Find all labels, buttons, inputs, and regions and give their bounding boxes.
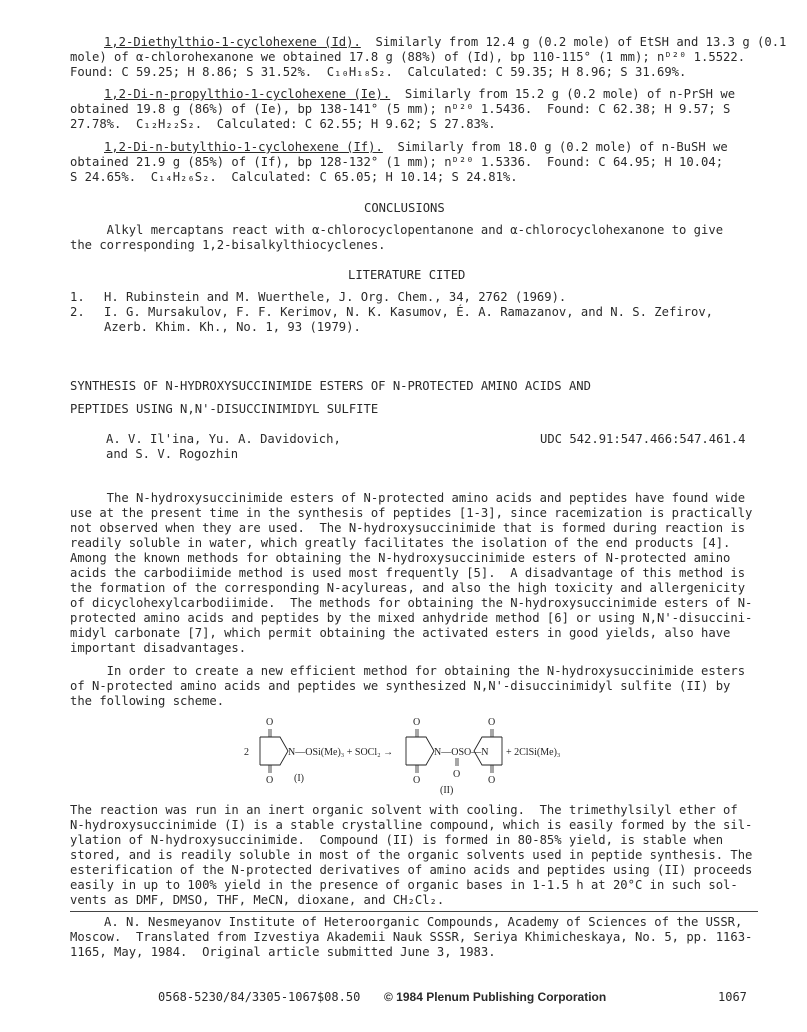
footer-code: 0568-5230/84/3305-1067$08.50 [158,990,361,1004]
p3-line: ylation of N-hydroxysuccinimide. Compound (II) is formed in 80-85% yield, is stable when [70,833,724,847]
scheme-o-top-2: O [413,717,421,728]
scheme-reagent: N—OSi(Me)₃ + SOCl₂ → [288,747,394,758]
succinimide-ring-1 [260,737,288,765]
p1-line: not observed when they are used. The N-hydroxysuccinimide that is formed during reaction is [70,521,746,535]
literature-heading: LITERATURE CITED [348,268,466,282]
footer-copyright: © 1984 Plenum Publishing Corporation [384,990,607,1004]
article-title-line2: PEPTIDES USING N,N'-DISUCCINIMIDYL SULFITE [70,402,379,416]
authors-line2: and S. V. Rogozhin [106,447,239,461]
page-number: 1067 [718,990,747,1004]
compound-f-text: Similarly from 18.0 g (0.2 mole) of n-BuSH we [382,140,728,154]
conclusions-line2: the corresponding 1,2-bisalkylthiocyclenes. [70,238,386,252]
compound-f-name: 1,2-Di-n-butylthio-1-cyclohexene (If). [104,140,383,154]
p1-line: The N-hydroxysuccinimide esters of N-protected amino acids and peptides have found wide [70,491,746,505]
p1-line: use at the present time in the synthesis of peptides [1-3], since racemization is practically [70,506,753,520]
compound-d-line2: mole) of α-chlorohexanone we obtained 17.8 g (88%) of (Id), bp 110-115° (1 mm); nᴰ²⁰ 1.5522. [70,50,746,64]
p1-line: of dicyclohexylcarbodiimide. The methods for obtaining the N-hydroxysuccinimide esters of N- [70,596,753,610]
p1-line: Among the known methods for obtaining the N-hydroxysuccinimide esters of N-protected amino [70,551,731,565]
reaction-scheme [230,715,770,801]
compound-f-line1 [104,140,728,154]
affiliation-line2: Moscow. Translated from Izvestiya Akademii Nauk SSSR, Seriya Khimicheskaya, No. 5, pp. 1163- [70,930,753,944]
scheme-o-bottom-2: O [413,775,421,786]
scheme-byproduct: + 2ClSi(Me)₃ [506,747,561,758]
compound-d-line3: Found: C 59.25; H 8.86; S 31.52%. C₁₀H₁₈S₂. Calculated: C 59.35; H 8.96; S 31.69%. [70,65,687,79]
scheme-o-bottom-3: O [488,775,496,786]
conclusions-line1: Alkyl mercaptans react with α-chlorocyclopentanone and α-chlorocyclohexanone to give [70,223,724,237]
p1-line: midyl carbonate [7], which permit obtaining the activated esters in good yields, also have [70,626,731,640]
conclusions-heading: CONCLUSIONS [364,201,445,215]
p3-line: vents as DMF, DMSO, THF, MeCN, dioxane, and CH₂Cl₂. [70,893,445,907]
compound-d-name: 1,2-Diethylthio-1-cyclohexene (Id). [104,35,361,49]
footnote-rule [70,911,758,912]
compound-d-text: Similarly from 12.4 g (0.2 mole) of EtSH and 13.3 g (0.1 [360,35,787,49]
compound-f-line3: S 24.65%. C₁₄H₂₆S₂. Calculated: C 65.05; H 10.14; S 24.81%. [70,170,518,184]
ref-2-num: 2. [70,305,85,319]
authors-line1: A. V. Il'ina, Yu. A. Davidovich, [106,432,341,446]
p3-line: esterification of the N-protected derivatives of amino acids and peptides using (II) proceeds [70,863,753,877]
article-title-line1: SYNTHESIS OF N-HYDROXYSUCCINIMIDE ESTERS OF N-PROTECTED AMINO ACIDS AND [70,379,591,393]
p3-line: easily in up to 100% yield in the presence of organic bases in 1-1.5 h at 20°C in such sol- [70,878,738,892]
ref-2-text-cont: Azerb. Khim. Kh., No. 1, 93 (1979). [104,320,361,334]
compound-f-line2: obtained 21.9 g (85%) of (If), bp 128-132° (1 mm); nᴰ²⁰ 1.5336. Found: C 64.95; H 10.04; [70,155,724,169]
p2-line: of N-protected amino acids and peptides we synthesized N,N'-disuccinimidyl sulfite (II) by [70,679,731,693]
p3-line: The reaction was run in an inert organic solvent with cooling. The trimethylsilyl ether of [70,803,738,817]
p3-line: N-hydroxysuccinimide (I) is a stable crystalline compound, which is easily formed by the sil- [70,818,753,832]
compound-e-line1 [104,87,735,101]
p1-line: protected amino acids and peptides by the mixed anhydride method [6] or using N,N'-disuccini- [70,611,753,625]
p1-line: important disadvantages. [70,641,247,655]
scheme-label-II: (II) [440,785,454,796]
scheme-product: N—OSO—N [434,747,489,758]
scheme-label-I: (I) [294,773,304,784]
p2-line: the following scheme. [70,694,225,708]
ref-1-text: H. Rubinstein and M. Wuerthele, J. Org. Chem., 34, 2762 (1969). [104,290,567,304]
compound-e-name: 1,2-Di-n-propylthio-1-cyclohexene (Ie). [104,87,391,101]
compound-d-line1 [104,35,786,49]
compound-e-line2: obtained 19.8 g (86%) of (Ie), bp 138-141° (5 mm); nᴰ²⁰ 1.5436. Found: C 62.38; H 9.57; S [70,102,731,116]
scheme-o-top-1: O [266,717,274,728]
scheme-o-top-3: O [488,717,496,728]
p3-line: stored, and is readily soluble in most of the organic solvents used in peptide synthesis. The [70,848,753,862]
p1-line: the formation of the corresponding N-acylureas, and also the high toxicity and allergenicity [70,581,746,595]
p1-line: readily soluble in water, which greatly facilitates the isolation of the end products [4]. [70,536,731,550]
compound-e-line3: 27.78%. C₁₂H₂₂S₂. Calculated: C 62.55; H 9.62; S 27.83%. [70,117,496,131]
scheme-o-bottom-1: O [266,775,274,786]
ref-1-num: 1. [70,290,85,304]
p1-line: acids the carbodiimide method is used most frequently [5]. A disadvantage of this method is [70,566,746,580]
affiliation-line3: 1165, May, 1984. Original article submitted June 3, 1983. [70,945,496,959]
scheme-coef: 2 [244,747,249,758]
p2-line: In order to create a new efficient method for obtaining the N-hydroxysuccinimide esters [70,664,746,678]
udc-code: UDC 542.91:547.466:547.461.4 [540,432,746,446]
compound-e-text: Similarly from 15.2 g (0.2 mole) of n-PrSH we [390,87,736,101]
ref-2-text: I. G. Mursakulov, F. F. Kerimov, N. K. Kasumov, É. A. Ramazanov, and N. S. Zefirov, [104,305,714,319]
succinimide-ring-2 [406,737,434,765]
scheme-sulfite-o: O [453,769,461,780]
affiliation-line1: A. N. Nesmeyanov Institute of Heteroorganic Compounds, Academy of Sciences of the USSR, [104,915,743,929]
